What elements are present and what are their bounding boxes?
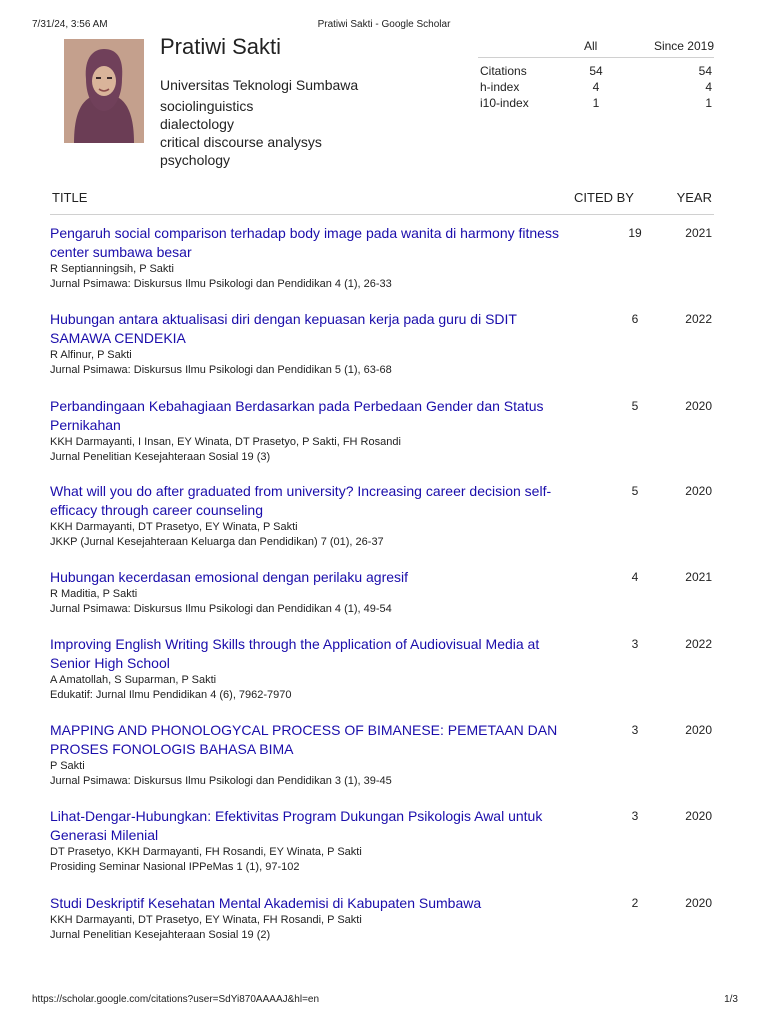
cited-by-count[interactable]: 6 — [631, 312, 639, 326]
stats-row-citations — [478, 64, 714, 80]
cited-by-count[interactable]: 4 — [631, 570, 639, 584]
publication-title-link[interactable]: Pengaruh social comparison terhadap body image pada wanita di harmony fitness center sumbawa besar — [50, 225, 559, 260]
publication-venue: Jurnal Psimawa: Diskursus Ilmu Psikologi dan Pendidikan 5 (1), 63-68 — [50, 364, 392, 376]
print-page-number: 1/3 — [724, 994, 738, 1005]
publication-year: 2022 — [685, 312, 712, 326]
publication-year: 2020 — [685, 484, 712, 498]
stats-label: i10-index — [480, 96, 529, 110]
publication-row — [50, 310, 714, 378]
publication-authors: P Sakti — [50, 760, 85, 772]
publication-authors: A Amatollah, S Suparman, P Sakti — [50, 674, 217, 686]
profile-name: Pratiwi Sakti — [160, 34, 282, 59]
publication-title-link[interactable]: What will you do after graduated from university? Increasing career decision self-efficacy through career counseling — [50, 483, 552, 518]
publication-year: 2020 — [685, 809, 712, 823]
publication-row — [50, 807, 714, 875]
title-column-header[interactable]: TITLE — [52, 190, 88, 205]
publication-row — [50, 894, 714, 943]
publication-authors: R Alfinur, P Sakti — [50, 349, 132, 361]
profile-interests — [160, 97, 322, 169]
publication-row — [50, 721, 714, 789]
stats-value-since: 54 — [698, 64, 712, 78]
stats-value-all: 4 — [592, 80, 600, 94]
publication-venue: Jurnal Penelitian Kesejahteraan Sosial 19 (3) — [50, 451, 271, 463]
publication-authors: R Maditia, P Sakti — [50, 588, 138, 600]
publication-venue: Jurnal Psimawa: Diskursus Ilmu Psikologi dan Pendidikan 4 (1), 49-54 — [50, 603, 392, 615]
avatar-image — [64, 39, 144, 143]
cited-by-column-header[interactable]: CITED BY — [574, 190, 634, 205]
publication-year: 2020 — [685, 399, 712, 413]
publication-venue: Prosiding Seminar Nasional IPPeMas 1 (1), 97-102 — [50, 861, 300, 873]
publication-title-link[interactable]: Studi Deskriptif Kesehatan Mental Akademisi di Kabupaten Sumbawa — [50, 895, 482, 911]
stats-value-since: 4 — [705, 80, 712, 94]
stats-label: h-index — [480, 80, 520, 94]
stats-value-since: 1 — [705, 96, 712, 110]
publication-authors: KKH Darmayanti, I Insan, EY Winata, DT Prasetyo, P Sakti, FH Rosandi — [50, 436, 401, 448]
interest-link[interactable]: sociolinguistics — [160, 98, 254, 114]
publication-authors: KKH Darmayanti, DT Prasetyo, EY Winata, FH Rosandi, P Sakti — [50, 914, 362, 926]
publication-row — [50, 482, 714, 550]
publication-title-link[interactable]: MAPPING AND PHONOLOGYCAL PROCESS OF BIMANESE: PEMETAAN DAN PROSES FONOLOGIS BAHASA BIMA — [50, 722, 558, 757]
cited-by-count[interactable]: 5 — [631, 484, 639, 498]
publication-authors: R Septianningsih, P Sakti — [50, 263, 174, 275]
stats-col-since: Since 2019 — [653, 39, 714, 53]
publication-venue: Jurnal Psimawa: Diskursus Ilmu Psikologi dan Pendidikan 4 (1), 26-33 — [50, 278, 392, 290]
stats-row-i10-index — [478, 96, 714, 112]
year-column-header[interactable]: YEAR — [676, 190, 712, 205]
profile-photo — [64, 39, 144, 143]
interest-link[interactable]: psychology — [160, 152, 231, 168]
publication-venue: Jurnal Psimawa: Diskursus Ilmu Psikologi dan Pendidikan 3 (1), 39-45 — [50, 775, 392, 787]
publication-year: 2021 — [685, 226, 712, 240]
publication-row — [50, 635, 714, 703]
publication-row — [50, 397, 714, 465]
publication-year: 2020 — [685, 896, 712, 910]
publication-authors: KKH Darmayanti, DT Prasetyo, EY Winata, P Sakti — [50, 521, 298, 533]
print-datetime: 7/31/24, 3:56 AM — [32, 19, 108, 30]
stats-row-h-index — [478, 80, 714, 96]
interest-link[interactable]: dialectology — [160, 116, 234, 132]
cited-by-count[interactable]: 5 — [631, 399, 639, 413]
publication-venue: JKKP (Jurnal Kesejahteraan Keluarga dan Pendidikan) 7 (01), 26-37 — [50, 536, 384, 548]
publication-title-link[interactable]: Hubungan kecerdasan emosional dengan perilaku agresif — [50, 569, 409, 585]
cited-by-count[interactable]: 2 — [631, 896, 639, 910]
publication-title-link[interactable]: Improving English Writing Skills through the Application of Audiovisual Media at Senior High School — [50, 636, 540, 671]
publication-title-link[interactable]: Lihat-Dengar-Hubungkan: Efektivitas Program Dukungan Psikologis Awal untuk Generasi Milenial — [50, 808, 543, 843]
publication-authors: DT Prasetyo, KKH Darmayanti, FH Rosandi, EY Winata, P Sakti — [50, 846, 362, 858]
cited-by-count[interactable]: 3 — [631, 723, 639, 737]
stats-header-row: All Since 2019 — [478, 39, 714, 58]
print-header — [0, 19, 768, 33]
publications-table-header — [50, 186, 714, 215]
publication-venue: Edukatif: Jurnal Ilmu Pendidikan 4 (6), 7962-7970 — [50, 689, 292, 701]
publication-row — [50, 224, 714, 292]
interest-link[interactable]: critical discourse analysys — [160, 134, 322, 150]
print-page-title: Pratiwi Sakti - Google Scholar — [317, 19, 451, 30]
publication-row — [50, 568, 714, 617]
stats-value-all: 54 — [589, 64, 603, 78]
publication-venue: Jurnal Penelitian Kesejahteraan Sosial 19 (2) — [50, 929, 271, 941]
stats-label: Citations — [480, 64, 527, 78]
publication-year: 2020 — [685, 723, 712, 737]
print-url: https://scholar.google.com/citations?user=SdYi870AAAAJ&hl=en — [32, 994, 320, 1005]
publication-year: 2022 — [685, 637, 712, 651]
profile-affiliation[interactable]: Universitas Teknologi Sumbawa — [160, 77, 359, 93]
publication-title-link[interactable]: Hubungan antara aktualisasi diri dengan kepuasan kerja pada guru di SDIT SAMAWA CENDEKIA — [50, 311, 517, 346]
citation-stats-table — [478, 39, 714, 112]
cited-by-count[interactable]: 3 — [631, 809, 639, 823]
publication-title-link[interactable]: Perbandingaan Kebahagiaan Berdasarkan pada Perbedaan Gender dan Status Pernikahan — [50, 398, 544, 433]
publication-year: 2021 — [685, 570, 712, 584]
cited-by-count[interactable]: 19 — [628, 226, 642, 240]
stats-value-all: 1 — [592, 96, 600, 110]
cited-by-count[interactable]: 3 — [631, 637, 639, 651]
